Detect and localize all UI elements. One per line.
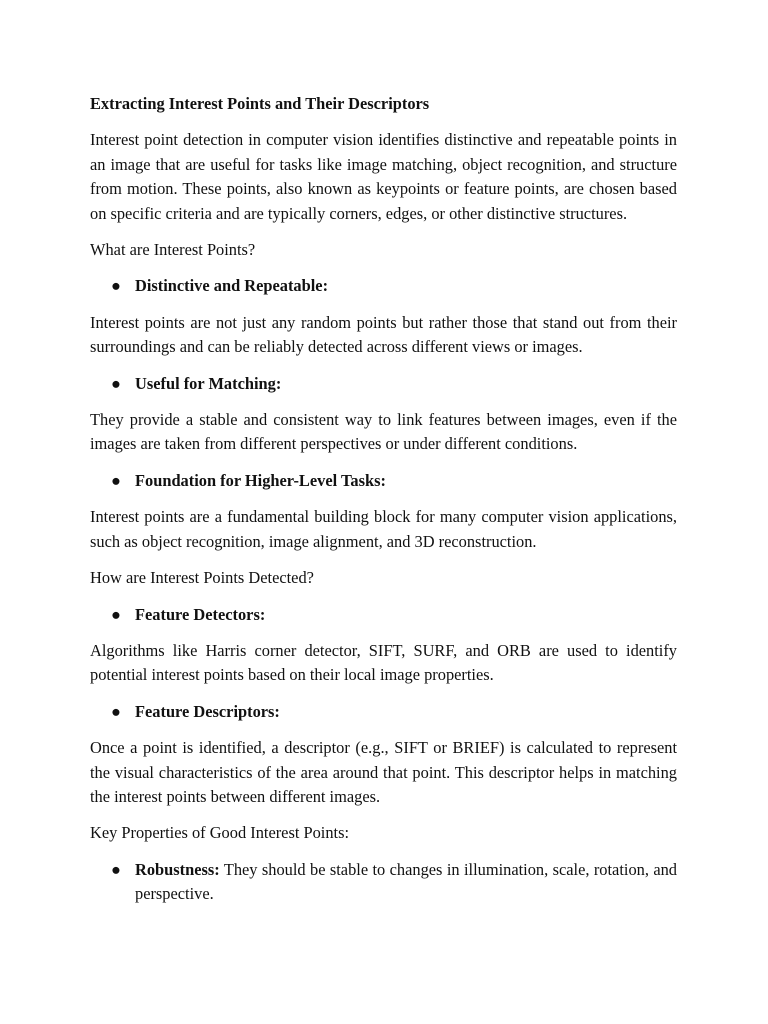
- bullet-item-distinctive: [90, 274, 677, 298]
- bullet-description-detectors: Algorithms like Harris corner detector, SIFT, SURF, and ORB are used to identify potential interest points based on their local image properties.: [90, 640, 677, 685]
- bullet-icon: ●: [111, 859, 121, 879]
- bullet-item-matching: [90, 372, 677, 396]
- document-title: Extracting Interest Points and Their Descriptors: [90, 94, 430, 113]
- bullet-label: Foundation for Higher-Level Tasks:: [135, 470, 386, 490]
- bullet-description-foundation: Interest points are a fundamental building block for many computer vision applications, such as object recognition, image alignment, and 3D reconstruction.: [90, 507, 677, 551]
- bullet-icon: ●: [111, 604, 121, 624]
- section-heading-key-properties: Key Properties of Good Interest Points:: [90, 823, 350, 843]
- bullet-label: Feature Detectors:: [135, 604, 266, 624]
- document-page: [90, 92, 677, 919]
- bullet-item-descriptors: [90, 700, 677, 724]
- bullet-description-distinctive: Interest points are not just any random points but rather those that stand out from their surroundings and can be reliably detected across different views or images.: [90, 312, 677, 357]
- bullet-label: Useful for Matching:: [135, 373, 282, 393]
- intro-paragraph: Interest point detection in computer vision identifies distinctive and repeatable points in an image that are useful for tasks like image matching, object recognition, and structure from motion. These points, also known as keypoints or feature points, are chosen based on specific criteria and are typically corners, edges, or other distinctive structures.: [90, 130, 677, 223]
- bullet-inline-text: They should be stable to changes in illumination, scale, rotation, and perspective.: [135, 859, 677, 904]
- bullet-item-foundation: [90, 469, 677, 493]
- bullet-icon: ●: [111, 276, 121, 296]
- section-heading-what-are: What are Interest Points?: [90, 240, 256, 260]
- bullet-icon: ●: [111, 470, 121, 490]
- bullet-icon: ●: [111, 701, 121, 721]
- bullet-label: Robustness:: [135, 859, 220, 879]
- bullet-label: Feature Descriptors:: [135, 701, 280, 721]
- bullet-label: Distinctive and Repeatable:: [135, 276, 329, 296]
- bullet-item-robustness: [90, 858, 677, 907]
- section-heading-how-detected: How are Interest Points Detected?: [90, 568, 314, 588]
- bullet-item-detectors: [90, 603, 677, 627]
- bullet-icon: ●: [111, 373, 121, 393]
- bullet-description-descriptors: Once a point is identified, a descriptor (e.g., SIFT or BRIEF) is calculated to represent the visual characteristics of the area around that point. This descriptor helps in matching the interest points between different images.: [90, 738, 677, 806]
- bullet-description-matching: They provide a stable and consistent way to link features between images, even if the images are taken from different perspectives or under different conditions.: [90, 410, 677, 454]
